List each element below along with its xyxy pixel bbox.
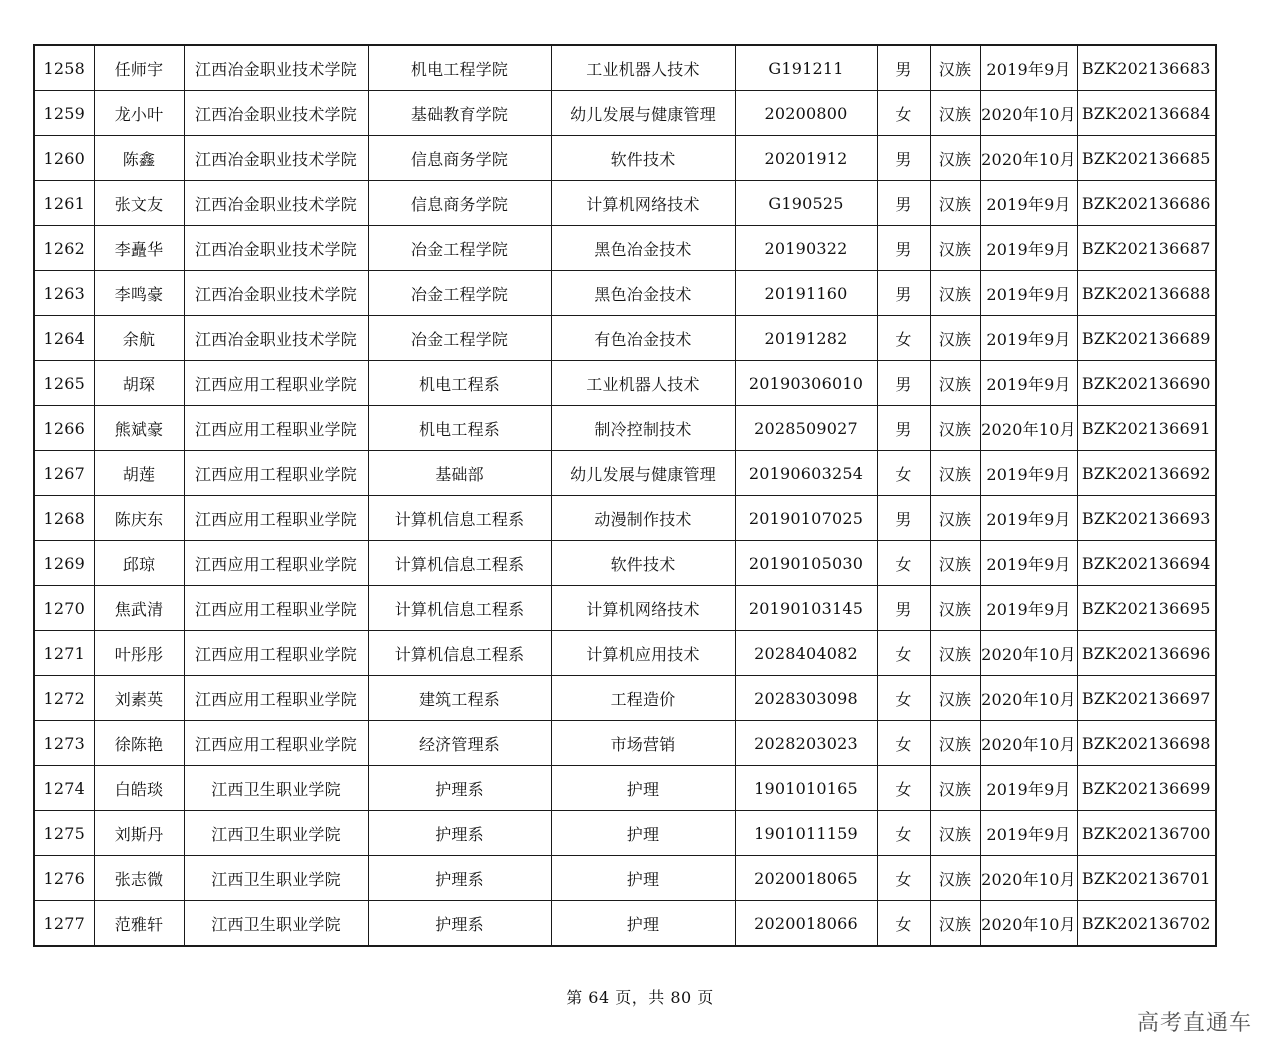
department-cell: 机电工程系	[368, 406, 551, 451]
certificate-number-cell: BZK202136697	[1077, 676, 1216, 721]
department-cell: 冶金工程学院	[368, 316, 551, 361]
major-cell: 软件技术	[551, 136, 735, 181]
ethnicity-cell: 汉族	[930, 181, 980, 226]
school-name-cell: 江西冶金职业技术学院	[184, 91, 368, 136]
ethnicity-cell: 汉族	[930, 676, 980, 721]
department-cell: 基础部	[368, 451, 551, 496]
student-roster-table	[33, 44, 1217, 947]
enrollment-date-cell: 2020年10月	[980, 631, 1077, 676]
watermark-text: 高考直通车	[1136, 1011, 1252, 1036]
table-row	[34, 811, 1216, 856]
school-name-cell: 江西应用工程职业学院	[184, 721, 368, 766]
serial-number-cell: 1273	[34, 721, 94, 766]
student-id-cell: 2020018066	[735, 901, 877, 947]
student-name-cell: 邱琼	[94, 541, 184, 586]
serial-number-cell: 1272	[34, 676, 94, 721]
school-name-cell: 江西应用工程职业学院	[184, 496, 368, 541]
department-cell: 冶金工程学院	[368, 271, 551, 316]
serial-number-cell: 1260	[34, 136, 94, 181]
table-row	[34, 766, 1216, 811]
school-name-cell: 江西应用工程职业学院	[184, 541, 368, 586]
serial-number-cell: 1275	[34, 811, 94, 856]
department-cell: 机电工程学院	[368, 45, 551, 91]
gender-cell: 女	[877, 451, 930, 496]
student-id-cell: 1901011159	[735, 811, 877, 856]
ethnicity-cell: 汉族	[930, 811, 980, 856]
table-row	[34, 181, 1216, 226]
certificate-number-cell: BZK202136683	[1077, 45, 1216, 91]
department-cell: 护理系	[368, 766, 551, 811]
ethnicity-cell: 汉族	[930, 856, 980, 901]
table-row	[34, 271, 1216, 316]
certificate-number-cell: BZK202136698	[1077, 721, 1216, 766]
school-name-cell: 江西冶金职业技术学院	[184, 316, 368, 361]
department-cell: 计算机信息工程系	[368, 631, 551, 676]
student-name-cell: 张志微	[94, 856, 184, 901]
table-row	[34, 541, 1216, 586]
school-name-cell: 江西应用工程职业学院	[184, 676, 368, 721]
major-cell: 幼儿发展与健康管理	[551, 451, 735, 496]
student-id-cell: G191211	[735, 45, 877, 91]
table-row	[34, 676, 1216, 721]
student-id-cell: 20190322	[735, 226, 877, 271]
serial-number-cell: 1274	[34, 766, 94, 811]
enrollment-date-cell: 2020年10月	[980, 721, 1077, 766]
enrollment-date-cell: 2019年9月	[980, 226, 1077, 271]
ethnicity-cell: 汉族	[930, 406, 980, 451]
department-cell: 护理系	[368, 811, 551, 856]
enrollment-date-cell: 2019年9月	[980, 496, 1077, 541]
ethnicity-cell: 汉族	[930, 361, 980, 406]
student-name-cell: 叶彤彤	[94, 631, 184, 676]
department-cell: 信息商务学院	[368, 136, 551, 181]
enrollment-date-cell: 2019年9月	[980, 361, 1077, 406]
gender-cell: 女	[877, 541, 930, 586]
major-cell: 计算机网络技术	[551, 181, 735, 226]
student-id-cell: 2020018065	[735, 856, 877, 901]
student-id-cell: 20190306010	[735, 361, 877, 406]
certificate-number-cell: BZK202136699	[1077, 766, 1216, 811]
serial-number-cell: 1265	[34, 361, 94, 406]
department-cell: 护理系	[368, 901, 551, 947]
serial-number-cell: 1264	[34, 316, 94, 361]
certificate-number-cell: BZK202136685	[1077, 136, 1216, 181]
table-row	[34, 406, 1216, 451]
student-id-cell: 2028404082	[735, 631, 877, 676]
student-name-cell: 焦武清	[94, 586, 184, 631]
major-cell: 工程造价	[551, 676, 735, 721]
gender-cell: 女	[877, 316, 930, 361]
enrollment-date-cell: 2019年9月	[980, 271, 1077, 316]
gender-cell: 男	[877, 271, 930, 316]
certificate-number-cell: BZK202136694	[1077, 541, 1216, 586]
student-name-cell: 李鸣豪	[94, 271, 184, 316]
school-name-cell: 江西冶金职业技术学院	[184, 226, 368, 271]
ethnicity-cell: 汉族	[930, 631, 980, 676]
student-id-cell: 20190107025	[735, 496, 877, 541]
enrollment-date-cell: 2020年10月	[980, 406, 1077, 451]
department-cell: 计算机信息工程系	[368, 541, 551, 586]
enrollment-date-cell: 2019年9月	[980, 181, 1077, 226]
certificate-number-cell: BZK202136684	[1077, 91, 1216, 136]
student-name-cell: 陈鑫	[94, 136, 184, 181]
department-cell: 机电工程系	[368, 361, 551, 406]
serial-number-cell: 1270	[34, 586, 94, 631]
major-cell: 计算机应用技术	[551, 631, 735, 676]
ethnicity-cell: 汉族	[930, 721, 980, 766]
student-id-cell: 20190603254	[735, 451, 877, 496]
school-name-cell: 江西应用工程职业学院	[184, 631, 368, 676]
enrollment-date-cell: 2019年9月	[980, 586, 1077, 631]
enrollment-date-cell: 2019年9月	[980, 45, 1077, 91]
enrollment-date-cell: 2019年9月	[980, 766, 1077, 811]
ethnicity-cell: 汉族	[930, 901, 980, 947]
major-cell: 工业机器人技术	[551, 45, 735, 91]
certificate-number-cell: BZK202136696	[1077, 631, 1216, 676]
serial-number-cell: 1276	[34, 856, 94, 901]
school-name-cell: 江西卫生职业学院	[184, 901, 368, 947]
table-row	[34, 136, 1216, 181]
enrollment-date-cell: 2019年9月	[980, 811, 1077, 856]
serial-number-cell: 1262	[34, 226, 94, 271]
student-id-cell: 20201912	[735, 136, 877, 181]
school-name-cell: 江西应用工程职业学院	[184, 361, 368, 406]
department-cell: 护理系	[368, 856, 551, 901]
school-name-cell: 江西冶金职业技术学院	[184, 181, 368, 226]
ethnicity-cell: 汉族	[930, 766, 980, 811]
ethnicity-cell: 汉族	[930, 226, 980, 271]
school-name-cell: 江西应用工程职业学院	[184, 586, 368, 631]
certificate-number-cell: BZK202136702	[1077, 901, 1216, 947]
table-row	[34, 316, 1216, 361]
student-name-cell: 胡琛	[94, 361, 184, 406]
serial-number-cell: 1266	[34, 406, 94, 451]
gender-cell: 女	[877, 766, 930, 811]
school-name-cell: 江西冶金职业技术学院	[184, 271, 368, 316]
ethnicity-cell: 汉族	[930, 451, 980, 496]
table-row	[34, 361, 1216, 406]
enrollment-date-cell: 2020年10月	[980, 676, 1077, 721]
student-id-cell: 20190105030	[735, 541, 877, 586]
page-number: 第 64 页，共 80 页	[566, 988, 714, 1007]
table-row	[34, 721, 1216, 766]
department-cell: 冶金工程学院	[368, 226, 551, 271]
major-cell: 软件技术	[551, 541, 735, 586]
serial-number-cell: 1269	[34, 541, 94, 586]
certificate-number-cell: BZK202136693	[1077, 496, 1216, 541]
major-cell: 护理	[551, 811, 735, 856]
student-id-cell: 20191160	[735, 271, 877, 316]
major-cell: 计算机网络技术	[551, 586, 735, 631]
gender-cell: 男	[877, 226, 930, 271]
department-cell: 基础教育学院	[368, 91, 551, 136]
school-name-cell: 江西卫生职业学院	[184, 811, 368, 856]
serial-number-cell: 1267	[34, 451, 94, 496]
enrollment-date-cell: 2020年10月	[980, 136, 1077, 181]
ethnicity-cell: 汉族	[930, 271, 980, 316]
student-id-cell: 2028303098	[735, 676, 877, 721]
enrollment-date-cell: 2020年10月	[980, 856, 1077, 901]
department-cell: 计算机信息工程系	[368, 496, 551, 541]
student-name-cell: 徐陈艳	[94, 721, 184, 766]
major-cell: 黑色冶金技术	[551, 226, 735, 271]
gender-cell: 女	[877, 721, 930, 766]
gender-cell: 女	[877, 811, 930, 856]
student-id-cell: G190525	[735, 181, 877, 226]
enrollment-date-cell: 2020年10月	[980, 901, 1077, 947]
serial-number-cell: 1259	[34, 91, 94, 136]
gender-cell: 男	[877, 181, 930, 226]
enrollment-date-cell: 2020年10月	[980, 91, 1077, 136]
ethnicity-cell: 汉族	[930, 136, 980, 181]
table-row	[34, 631, 1216, 676]
student-id-cell: 20191282	[735, 316, 877, 361]
certificate-number-cell: BZK202136692	[1077, 451, 1216, 496]
certificate-number-cell: BZK202136688	[1077, 271, 1216, 316]
student-name-cell: 余航	[94, 316, 184, 361]
gender-cell: 男	[877, 361, 930, 406]
gender-cell: 男	[877, 45, 930, 91]
student-name-cell: 陈庆东	[94, 496, 184, 541]
gender-cell: 男	[877, 136, 930, 181]
gender-cell: 女	[877, 856, 930, 901]
gender-cell: 男	[877, 586, 930, 631]
major-cell: 工业机器人技术	[551, 361, 735, 406]
student-name-cell: 刘素英	[94, 676, 184, 721]
school-name-cell: 江西冶金职业技术学院	[184, 45, 368, 91]
major-cell: 动漫制作技术	[551, 496, 735, 541]
serial-number-cell: 1268	[34, 496, 94, 541]
department-cell: 建筑工程系	[368, 676, 551, 721]
certificate-number-cell: BZK202136701	[1077, 856, 1216, 901]
gender-cell: 女	[877, 676, 930, 721]
school-name-cell: 江西冶金职业技术学院	[184, 136, 368, 181]
major-cell: 市场营销	[551, 721, 735, 766]
student-id-cell: 1901010165	[735, 766, 877, 811]
major-cell: 护理	[551, 901, 735, 947]
ethnicity-cell: 汉族	[930, 45, 980, 91]
page-footer	[0, 985, 1280, 1008]
student-id-cell: 20200800	[735, 91, 877, 136]
roster-body	[34, 45, 1216, 946]
table-row	[34, 45, 1216, 91]
certificate-number-cell: BZK202136695	[1077, 586, 1216, 631]
table-row	[34, 901, 1216, 947]
school-name-cell: 江西卫生职业学院	[184, 766, 368, 811]
table-row	[34, 91, 1216, 136]
school-name-cell: 江西应用工程职业学院	[184, 451, 368, 496]
gender-cell: 女	[877, 631, 930, 676]
major-cell: 护理	[551, 766, 735, 811]
student-name-cell: 任师宇	[94, 45, 184, 91]
major-cell: 幼儿发展与健康管理	[551, 91, 735, 136]
enrollment-date-cell: 2019年9月	[980, 316, 1077, 361]
serial-number-cell: 1258	[34, 45, 94, 91]
ethnicity-cell: 汉族	[930, 586, 980, 631]
student-name-cell: 熊斌豪	[94, 406, 184, 451]
ethnicity-cell: 汉族	[930, 91, 980, 136]
major-cell: 制冷控制技术	[551, 406, 735, 451]
ethnicity-cell: 汉族	[930, 316, 980, 361]
enrollment-date-cell: 2019年9月	[980, 541, 1077, 586]
certificate-number-cell: BZK202136689	[1077, 316, 1216, 361]
certificate-number-cell: BZK202136691	[1077, 406, 1216, 451]
certificate-number-cell: BZK202136686	[1077, 181, 1216, 226]
department-cell: 信息商务学院	[368, 181, 551, 226]
department-cell: 计算机信息工程系	[368, 586, 551, 631]
major-cell: 黑色冶金技术	[551, 271, 735, 316]
serial-number-cell: 1271	[34, 631, 94, 676]
gender-cell: 女	[877, 91, 930, 136]
student-name-cell: 张文友	[94, 181, 184, 226]
table-row	[34, 496, 1216, 541]
student-id-cell: 20190103145	[735, 586, 877, 631]
serial-number-cell: 1263	[34, 271, 94, 316]
school-name-cell: 江西卫生职业学院	[184, 856, 368, 901]
major-cell: 护理	[551, 856, 735, 901]
student-name-cell: 刘斯丹	[94, 811, 184, 856]
student-id-cell: 2028203023	[735, 721, 877, 766]
major-cell: 有色冶金技术	[551, 316, 735, 361]
student-name-cell: 龙小叶	[94, 91, 184, 136]
certificate-number-cell: BZK202136700	[1077, 811, 1216, 856]
ethnicity-cell: 汉族	[930, 541, 980, 586]
gender-cell: 男	[877, 406, 930, 451]
table-row	[34, 856, 1216, 901]
table-row	[34, 586, 1216, 631]
serial-number-cell: 1261	[34, 181, 94, 226]
table-row	[34, 226, 1216, 271]
student-id-cell: 2028509027	[735, 406, 877, 451]
ethnicity-cell: 汉族	[930, 496, 980, 541]
department-cell: 经济管理系	[368, 721, 551, 766]
certificate-number-cell: BZK202136687	[1077, 226, 1216, 271]
certificate-number-cell: BZK202136690	[1077, 361, 1216, 406]
school-name-cell: 江西应用工程职业学院	[184, 406, 368, 451]
student-name-cell: 李矗华	[94, 226, 184, 271]
gender-cell: 男	[877, 496, 930, 541]
student-name-cell: 范雅轩	[94, 901, 184, 947]
serial-number-cell: 1277	[34, 901, 94, 947]
table-row	[34, 451, 1216, 496]
student-name-cell: 白皓琰	[94, 766, 184, 811]
student-name-cell: 胡莲	[94, 451, 184, 496]
gender-cell: 女	[877, 901, 930, 947]
enrollment-date-cell: 2019年9月	[980, 451, 1077, 496]
